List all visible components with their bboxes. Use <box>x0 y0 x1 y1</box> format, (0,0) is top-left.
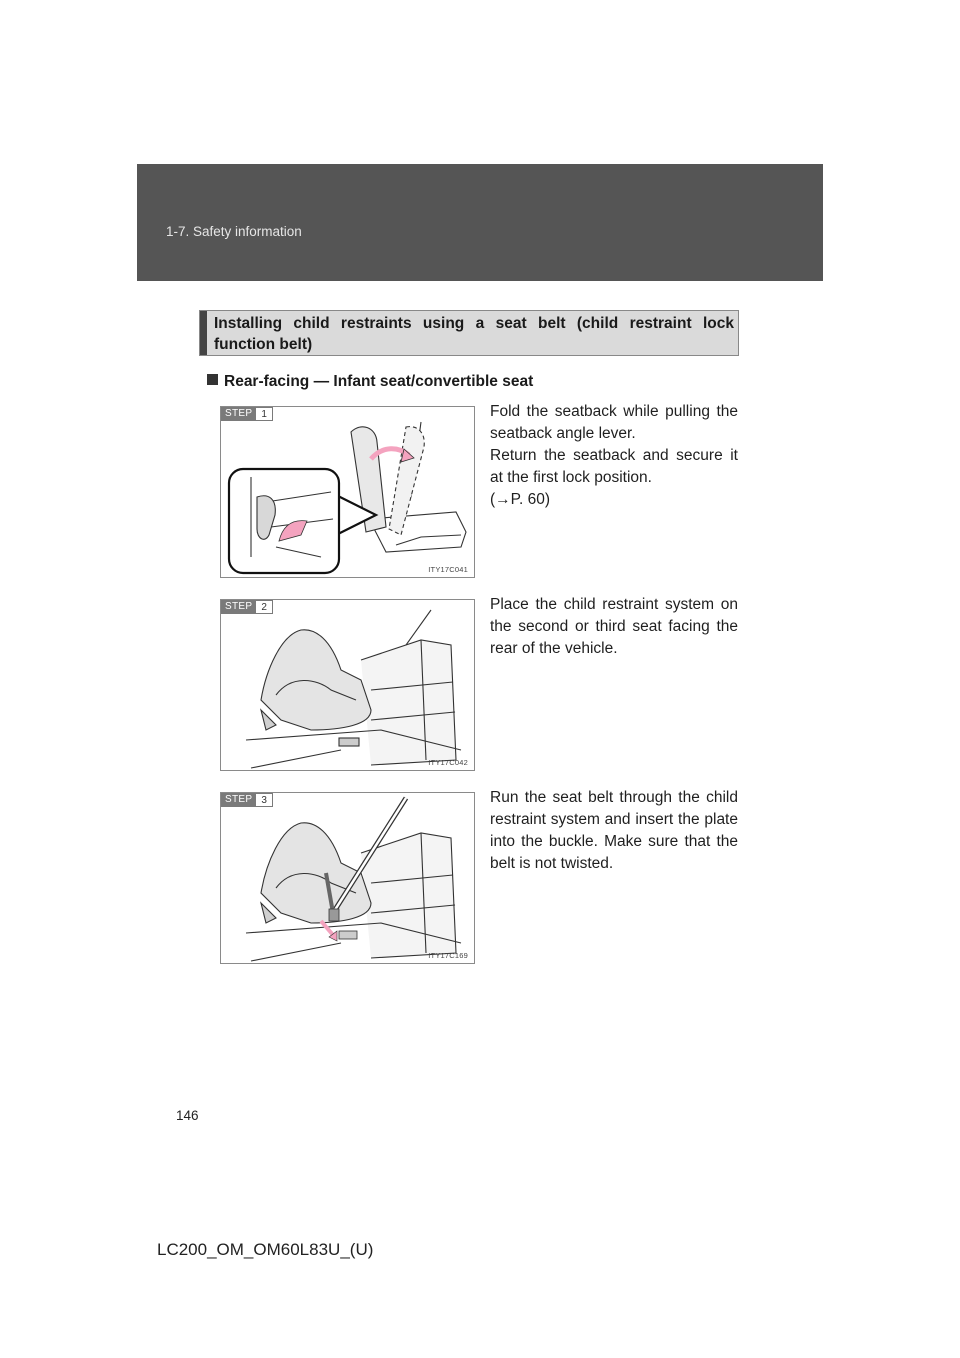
step-1-page-ref: (→P. 60) <box>490 491 551 508</box>
step-1-instruction: Fold the seatback while pulling the seatback angle lever. <box>490 403 738 442</box>
step-number: 2 <box>256 600 273 614</box>
step-label: STEP <box>221 407 256 421</box>
step-2-figure <box>220 599 475 771</box>
step-2-badge <box>221 600 273 614</box>
header-band <box>137 164 823 281</box>
step-1-figure <box>220 406 475 578</box>
step-3-text: Run the seat belt through the child restraint system and insert the plate into the buckle. Make sure that the belt is not twisted. <box>490 789 738 872</box>
child-seat-placement-illustration <box>221 600 475 771</box>
section-label: 1-7. Safety information <box>166 224 302 239</box>
page-number: 146 <box>176 1108 199 1123</box>
step-number: 3 <box>256 793 273 807</box>
step-label: STEP <box>221 600 256 614</box>
step-3-figure <box>220 792 475 964</box>
step-2-text: Place the child restraint system on the second or third seat facing the rear of the vehicle. <box>490 596 738 657</box>
title-accent-bar <box>200 311 207 355</box>
section-title-box <box>199 310 739 356</box>
step-1-badge <box>221 407 273 421</box>
subheading-text: Rear-facing — Infant seat/convertible seat <box>224 373 534 390</box>
seat-fold-illustration <box>221 407 475 578</box>
footer-doc-id: LC200_OM_OM60L83U_(U) <box>157 1240 374 1259</box>
step-label: STEP <box>221 793 256 807</box>
section-title: Installing child restraints using a seat belt (child restraint lock function belt) <box>214 315 734 353</box>
step-1-instruction-2: Return the seatback and secure it at the first lock position. <box>490 447 738 486</box>
figure-code: ITY17C042 <box>428 758 468 767</box>
step-number: 1 <box>256 407 273 421</box>
square-bullet-icon <box>207 374 218 385</box>
figure-code: ITY17C169 <box>428 951 468 960</box>
step-1-text <box>490 401 738 511</box>
step-3-badge <box>221 793 273 807</box>
seat-belt-routing-illustration <box>221 793 475 964</box>
figure-code: ITY17C041 <box>428 565 468 574</box>
subheading <box>207 373 533 391</box>
